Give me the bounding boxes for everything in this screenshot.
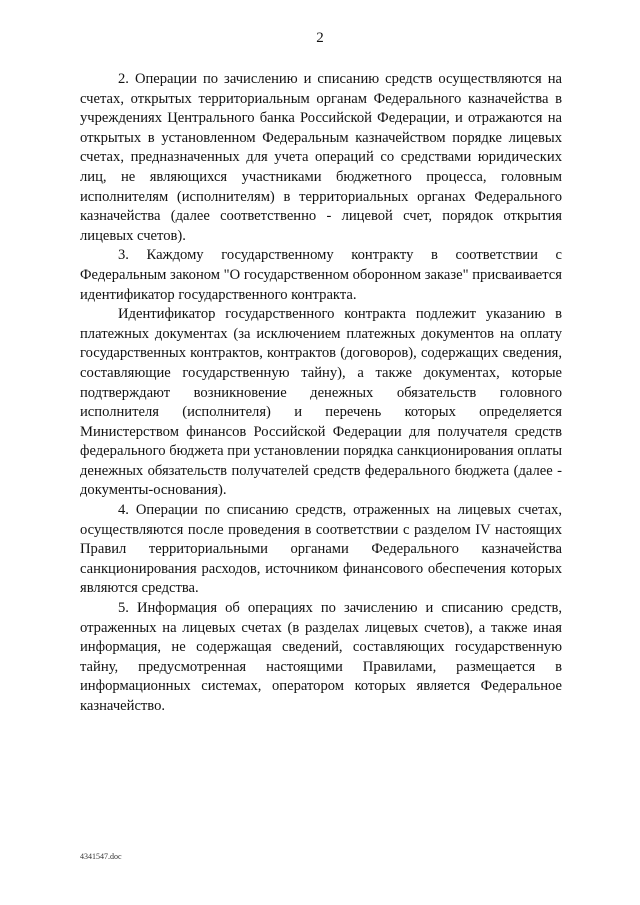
paragraph-3-identifier: Идентификатор государственного контракта подлежит указанию в платежных документах (за исключением платежных документов на оплату государственных контрактов, контрактов (договоров), содержащих сведения, составляющие государственную тайну), а также документах, которые подтверждают возникновение денежных обязательств головного исполнителя (исполнителя) и перечень которых определяется Министерством финансов Российской Федерации для получателя средств федерального бюджета при установлении порядка санкционирования оплаты денежных обязательств получателей средств федерального бюджета (далее - документы-основания). [80, 306, 562, 499]
paragraph-5: 5. Информация об операциях по зачислению и списанию средств, отраженных на лицевых счетах (в разделах лицевых счетов), а также иная информация, не содержащая сведений, составляющих государственную тайну, предусмотренная настоящими Правилами, размещается в информационных системах, оператором которых является Федеральное казначейство. [80, 600, 562, 714]
footer-file-name: 4341547.doc [80, 852, 122, 861]
paragraph-3: 3. Каждому государственному контракту в соответствии с Федеральным законом "О государственном оборонном заказе" присваивается идентификатор государственного контракта. [80, 247, 562, 303]
paragraph-4: 4. Операции по списанию средств, отраженных на лицевых счетах, осуществляются после проведения в соответствии с разделом IV настоящих Правил территориальными органами Федерального казначейства санкционирования расходов, источником финансового обеспечения которых являются средства. [80, 502, 562, 597]
paragraph-2: 2. Операции по зачислению и списанию средств осуществляются на счетах, открытых территориальным органам Федерального казначейства в учреждениях Центрального банка Российской Федерации, и отражаются на открытых в установленном Федеральным казначейством порядке лицевых счетах, предназначенных для учета операций со средствами юридических лиц, не являющихся участниками бюджетного процесса, головным исполнителям (исполнителям) в территориальных органах Федерального казначейства (далее соответственно - лицевой счет, порядок открытия лицевых счетов). [80, 71, 562, 244]
page-number: 2 [316, 30, 324, 46]
document-body [80, 70, 562, 717]
